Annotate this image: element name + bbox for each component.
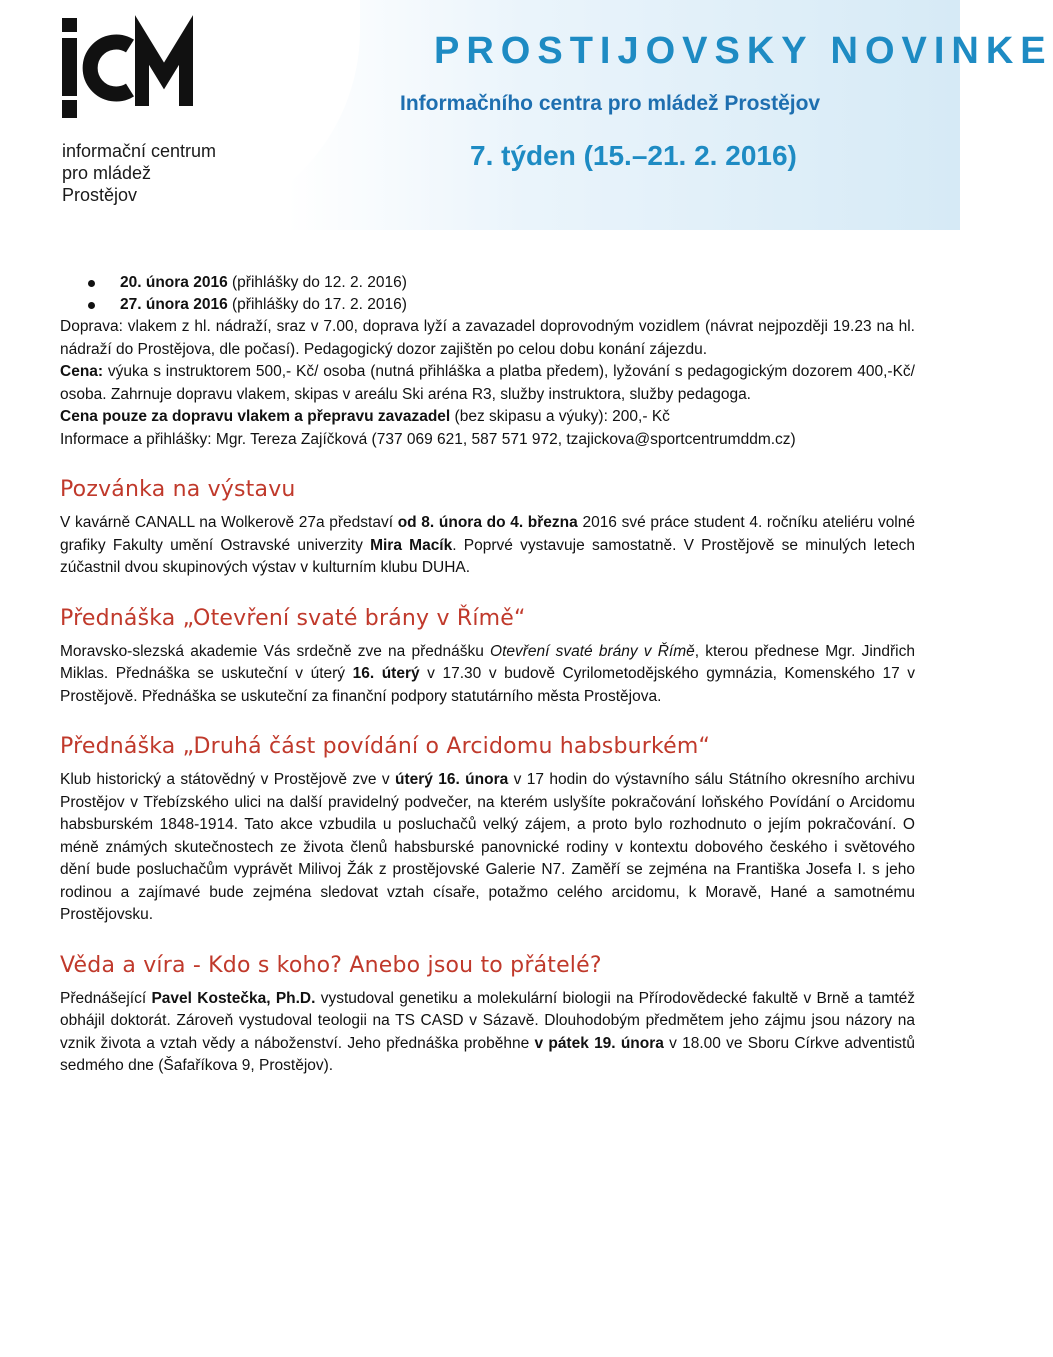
price2-rest: (bez skipasu a výuky): 200,- Kč xyxy=(450,408,670,425)
icm-logo-mark xyxy=(60,18,220,118)
exhibition-t3: . Poprvé vystavuje samostatně. V Prostějově se minulých letech zúčastnil dvou skupinových výstav v kulturním klubu DUHA. xyxy=(60,536,915,576)
bullet-icon xyxy=(88,302,95,309)
logo-text xyxy=(62,140,216,206)
lecture1-title: Otevření svaté brány v Římě xyxy=(490,642,695,660)
date-note: (přihlášky do 17. 2. 2016) xyxy=(227,296,407,313)
exhibition-section xyxy=(60,477,915,580)
lecture2-heading: Přednáška „Druhá část povídání o Arcidomu habsburkém“ xyxy=(60,734,711,759)
lecture3-t1: Přednášející xyxy=(60,989,152,1007)
date-item xyxy=(60,294,915,316)
logo-line: pro mládež xyxy=(62,163,152,183)
lecture3-t2: vystudoval genetiku a molekulární biologii na Přírodovědecké fakultě v Brně a tamtéž obhájil doktorát. Zároveň vystudoval teologii na TS CASD v Sázavě. Dlouhodobým předmětem jeho zájmu jsou názory na vznik života a vztah vědy a náboženství. Jeho přednáška proběhne xyxy=(60,989,915,1052)
week-label: 7. týden (15.–21. 2. 2016) xyxy=(470,140,797,171)
price-detail: výuka s instruktorem 500,- Kč/ osoba (nutná přihláška a platba předem), lyžování s pedagogickým dozorem 400,-Kč/ osoba. xyxy=(60,363,915,403)
price-text xyxy=(60,361,915,406)
lecture3-date: v pátek 19. února xyxy=(534,1034,664,1052)
logo-line: Prostějov xyxy=(62,185,138,205)
lecture2-section xyxy=(60,734,915,927)
lecture3-heading: Věda a víra - Kdo s koho? Anebo jsou to přátelé? xyxy=(60,952,602,978)
exhibition-dates: od 8. února do 4. března xyxy=(397,514,578,531)
page-content xyxy=(60,272,915,1078)
date-bold: 27. února 2016 xyxy=(120,296,228,313)
newsletter-subtitle: Informačního centra pro mládež Prostějov xyxy=(400,92,821,115)
lecture1-t2: , kterou přednese Mgr. Jindřich Miklas. Přednáška se uskuteční v úterý xyxy=(60,642,915,682)
lecture1-section xyxy=(60,606,915,709)
logo-line: informační centrum xyxy=(62,141,217,161)
lecture1-text xyxy=(60,641,915,709)
lecture3-section xyxy=(60,953,915,1078)
date-list xyxy=(60,272,915,316)
price-includes: Zahrnuje dopravu vlakem, skipas v areálu Ski aréna R3, služby instruktora, služby pedagoga. xyxy=(106,385,751,403)
exhibition-text xyxy=(60,512,915,580)
lecture2-date: úterý 16. února xyxy=(395,771,509,788)
icm-logo xyxy=(60,18,290,205)
exhibition-t1: V kavárně CANALL na Wolkerově 27a představí xyxy=(60,514,398,531)
exhibition-artist: Mira Macík xyxy=(370,536,453,554)
price-label: Cena: xyxy=(60,363,104,380)
transport-text: Doprava: vlakem z hl. nádraží, sraz v 7.00, doprava lyží a zavazadel doprovodným vozidlem (návrat nejpozději 19.23 na hl. nádraží do Prostějova, dle počasí). Pedagogický dozor zajištěn po celou dobu konání zájezdu. xyxy=(60,318,915,358)
price2-bold: Cena pouze za dopravu vlakem a přepravu zavazadel xyxy=(60,408,451,425)
lecture1-heading: Přednáška „Otevření svaté brány v Římě“ xyxy=(60,605,526,631)
contact-text: Informace a přihlášky: Mgr. Tereza Zajíčková (737 069 621, 587 571 972, tzajickova@sportcentrumddm.cz) xyxy=(60,430,796,448)
exhibition-heading: Pozvánka na výstavu xyxy=(60,477,296,502)
lecture1-t1: Moravsko-slezská akademie Vás srdečně zve na přednášku xyxy=(60,642,491,660)
lecture3-speaker: Pavel Kostečka, Ph.D. xyxy=(151,989,316,1007)
date-bold: 20. února 2016 xyxy=(120,274,228,291)
exhibition-t2: 2016 své práce student 4. ročníku ateliéru volné grafiky Fakulty umění Ostravské univerzity xyxy=(60,514,915,554)
lecture2-t1: Klub historický a státovědný v Prostějově zve v xyxy=(60,771,395,788)
date-note: (přihlášky do 12. 2. 2016) xyxy=(227,274,407,291)
lecture3-text xyxy=(60,988,915,1078)
lecture3-t3: v 18.00 ve Sboru Církve adventistů sedmého dne (Šafaříkova 9, Prostějov). xyxy=(60,1034,915,1074)
newsletter-title: PROSTIJOVSKY NOVINKE xyxy=(434,30,1053,72)
lecture1-date: 16. úterý xyxy=(352,665,420,682)
page-header xyxy=(0,0,1053,230)
lecture2-text xyxy=(60,769,915,927)
lecture2-t2: v 17 hodin do výstavního sálu Státního okresního archivu Prostějov v Třebízského ulici na další pravidelný podvečer, na kterém uslyšíte pokračování loňského Povídání o Arcidomu habsburském 1848-1914. Tato akce vzbudila u posluchačů velký zájem, a proto bylo rozhodnuto o jejím pokračování. O méně známých skutečnostech ze života členů habsburské panovnické rodiny v kontextu dobového českého i světového dění bude posluchačům vyprávět Milivoj Žák z prostějovské Galerie N7. Zaměří se zejména na Františka Josefa I. s jeho rodinou a zajímavé bude zejména sledovat vztah císaře, potažmo celého arcidomu, k Moravě, Hané a samotnému Prostějovsku. xyxy=(60,771,916,923)
bullet-icon xyxy=(88,280,95,287)
lecture1-t3: v 17.30 v budově Cyrilometodějského gymnázia, Komenského 17 v Prostějově. Přednáška se uskuteční za finanční podpory statutárního města Prostějova. xyxy=(60,665,916,705)
ski-section xyxy=(60,272,915,451)
date-item xyxy=(60,272,915,294)
price2-text xyxy=(60,406,915,429)
